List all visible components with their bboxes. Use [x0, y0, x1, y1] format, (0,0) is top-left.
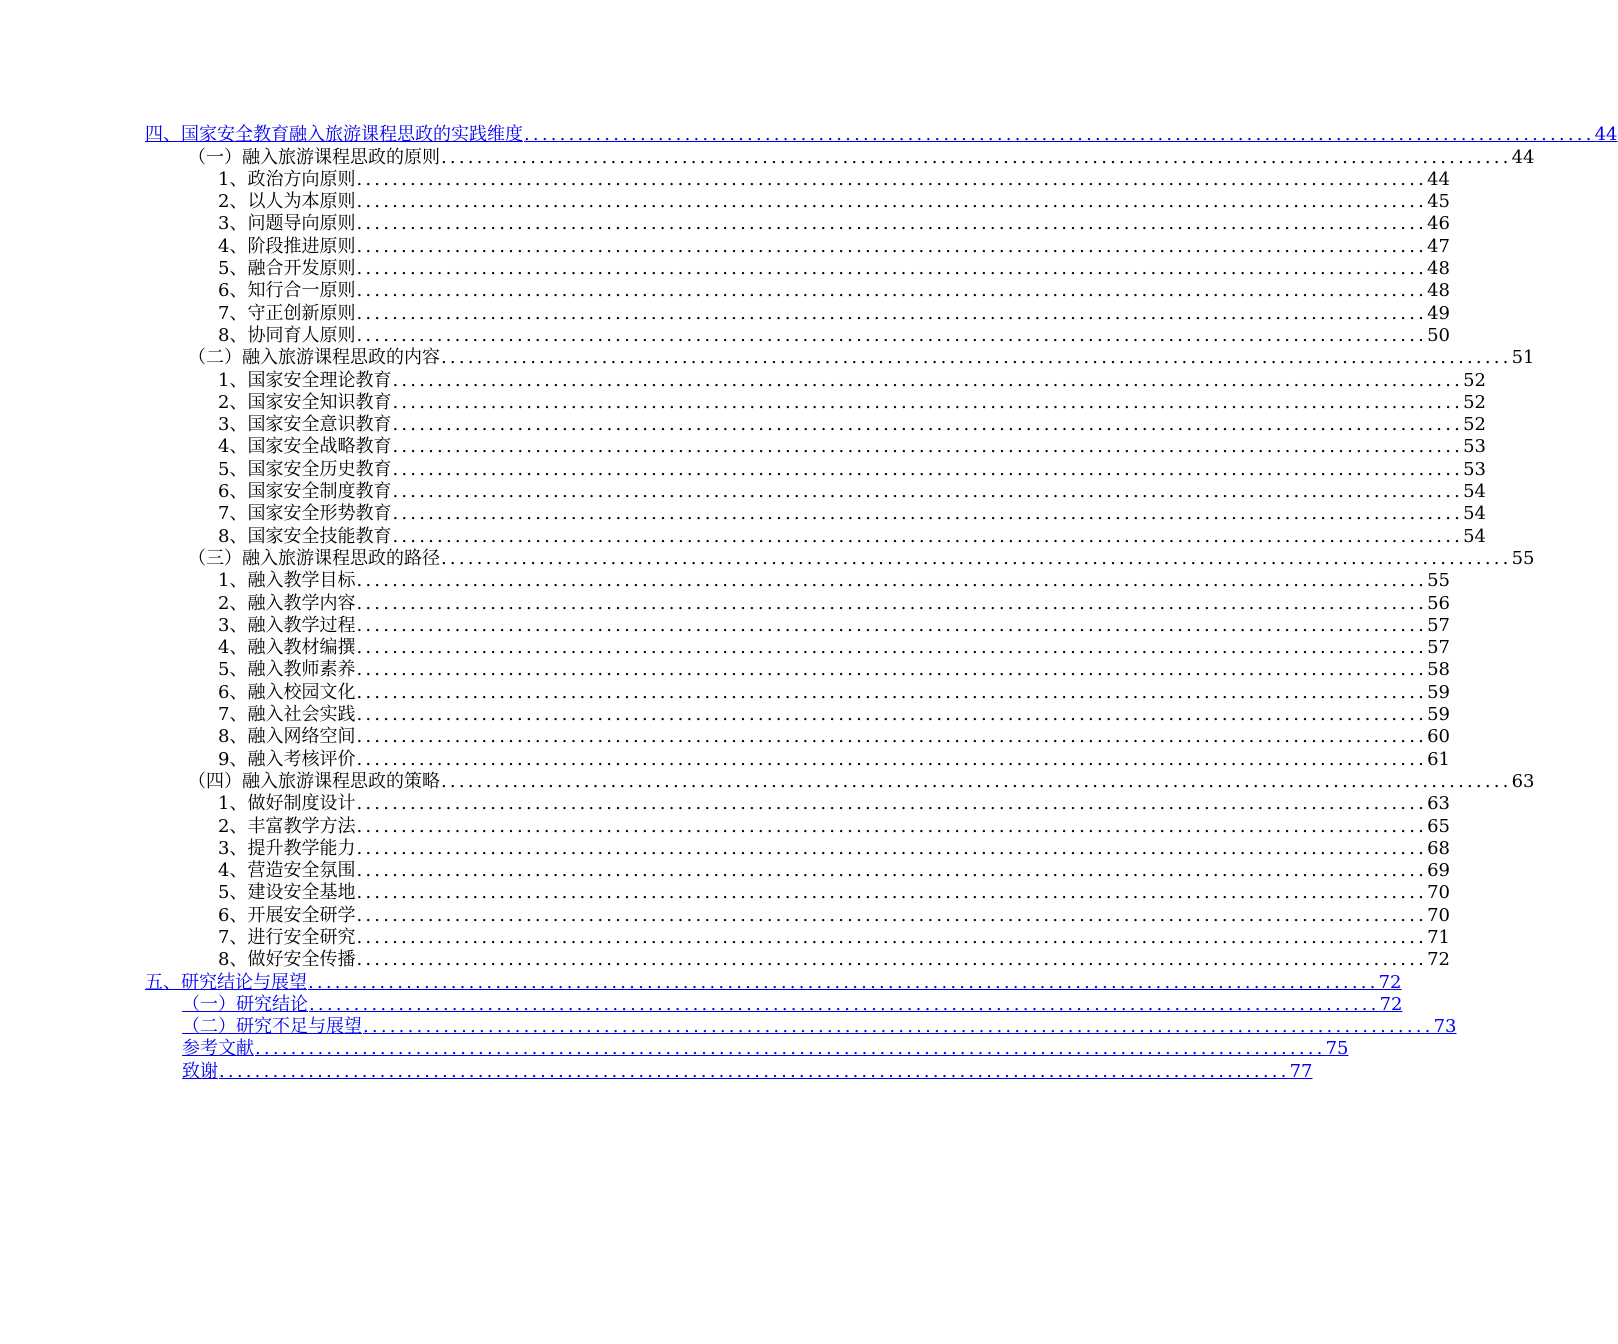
toc-entry-title: 5、国家安全历史教育 — [218, 458, 392, 480]
toc-entry — [0, 458, 1486, 480]
toc-entry — [0, 882, 1450, 904]
toc-entry-page: 65 — [1427, 815, 1450, 837]
toc-entry-page: 69 — [1427, 860, 1450, 882]
toc-entry-title: 4、阶段推进原则 — [218, 235, 356, 257]
toc-entry-page: 54 — [1463, 525, 1486, 547]
toc-entry-page: 53 — [1463, 458, 1486, 480]
toc-entry-title: 3、问题导向原则 — [218, 213, 356, 235]
toc-leader-dots: ........................................................................................................................ — [356, 637, 1428, 659]
toc-leader-dots: ........................................................................................................................ — [356, 815, 1428, 837]
toc-entry-title: 1、政治方向原则 — [218, 168, 356, 190]
toc-entry-title: （一）研究结论 — [182, 993, 308, 1015]
toc-entry-title: 2、国家安全知识教育 — [218, 391, 392, 413]
toc-entry-title: （一）融入旅游课程思政的原则 — [188, 146, 440, 168]
toc-entry — [0, 793, 1450, 815]
toc-entry — [0, 614, 1450, 637]
toc-leader-dots: ........................................................................................................................ — [356, 860, 1428, 882]
toc-entry — [0, 436, 1486, 458]
toc-entry-title: 1、国家安全理论教育 — [218, 369, 392, 391]
toc-entry — [0, 726, 1450, 748]
toc-leader-dots: ........................................................................................................................ — [356, 904, 1428, 926]
toc-entry — [0, 815, 1450, 837]
toc-entry-page: 61 — [1427, 748, 1450, 770]
toc-leader-dots: ........................................................................................................................ — [441, 547, 1512, 569]
toc-entry — [0, 391, 1486, 414]
toc-entry-page: 59 — [1427, 704, 1450, 726]
toc-entry-title: 2、以人为本原则 — [218, 191, 356, 213]
toc-entry-page: 77 — [1289, 1060, 1313, 1082]
toc-entry-title: 7、守正创新原则 — [218, 302, 356, 324]
toc-entry-page: 51 — [1511, 347, 1535, 369]
toc-entry — [0, 681, 1450, 703]
toc-leader-dots: ........................................................................................................................ — [392, 525, 1464, 547]
toc-leader-dots: ........................................................................................................................ — [356, 191, 1428, 213]
toc-leader-dots: ........................................................................................................................ — [356, 280, 1428, 302]
toc-entry-title: 参考文献 — [182, 1038, 254, 1060]
toc-entry-page: 44 — [1427, 168, 1450, 190]
toc-entry-title: 7、进行安全研究 — [218, 926, 356, 948]
toc-entry — [0, 570, 1450, 592]
toc-entry-page: 59 — [1427, 681, 1450, 703]
toc-leader-dots: ........................................................................................................................ — [356, 213, 1428, 235]
toc-entry-title: 1、做好制度设计 — [218, 793, 356, 815]
toc-leader-dots: ........................................................................................................................ — [441, 770, 1512, 792]
toc-entry-page: 63 — [1427, 793, 1450, 815]
toc-entry — [0, 904, 1450, 926]
toc-entry — [0, 146, 1535, 168]
toc-entry-page: 70 — [1427, 882, 1450, 904]
toc-entry — [0, 860, 1450, 882]
toc-entry-title: 4、融入教材编撰 — [218, 637, 356, 659]
toc-leader-dots: ........................................................................................................................ — [392, 414, 1464, 436]
toc-entry-page: 71 — [1427, 926, 1450, 948]
toc-entry — [0, 324, 1450, 347]
toc-leader-dots: ........................................................................................................................ — [356, 949, 1428, 971]
toc-leader-dots: ........................................................................................................................ — [356, 793, 1428, 815]
toc-entry[interactable] — [0, 971, 1402, 993]
toc-entry-title: 7、国家安全形势教育 — [218, 503, 392, 525]
toc-entry-title: （四）融入旅游课程思政的策略 — [188, 770, 440, 792]
toc-entry — [0, 168, 1450, 191]
toc-leader-dots: ........................................................................................................................ — [356, 837, 1428, 859]
toc-leader-dots: ........................................................................................................................ — [356, 926, 1428, 948]
toc-entry-title: 1、融入教学目标 — [218, 570, 356, 592]
toc-entry-title: 8、协同育人原则 — [218, 324, 356, 346]
toc-entry-title: 致谢 — [182, 1060, 218, 1082]
toc-entry — [0, 481, 1486, 503]
toc-entry — [0, 525, 1486, 547]
toc-leader-dots: ........................................................................................................................ — [309, 993, 1380, 1015]
toc-entry-title: 7、融入社会实践 — [218, 704, 356, 726]
toc-leader-dots: ........................................................................................................................ — [392, 503, 1464, 525]
toc-leader-dots: ........................................................................................................................ — [356, 726, 1428, 748]
toc-entry-title: （三）融入旅游课程思政的路径 — [188, 547, 440, 569]
toc-entry-page: 54 — [1463, 503, 1486, 525]
toc-entry-page: 47 — [1427, 235, 1450, 257]
toc-leader-dots: ........................................................................................................................ — [356, 659, 1428, 681]
toc-leader-dots: ........................................................................................................................ — [356, 258, 1428, 280]
toc-entry-page: 72 — [1379, 993, 1403, 1015]
toc-entry — [0, 369, 1486, 391]
toc-leader-dots: ........................................................................................................................ — [392, 436, 1464, 458]
toc-entry-page: 68 — [1427, 837, 1450, 859]
toc-entry[interactable] — [0, 124, 1618, 146]
toc-entry-title: 3、国家安全意识教育 — [218, 414, 392, 436]
table-of-contents — [0, 124, 1618, 1083]
toc-leader-dots: ........................................................................................................................ — [356, 324, 1428, 346]
toc-entry — [0, 659, 1450, 681]
toc-entry-title: 9、融入考核评价 — [218, 748, 356, 770]
toc-entry-title: 2、丰富教学方法 — [218, 815, 356, 837]
toc-entry[interactable] — [0, 1016, 1457, 1038]
toc-entry-title: 6、开展安全研学 — [218, 904, 356, 926]
toc-entry-title: 6、国家安全制度教育 — [218, 481, 392, 503]
toc-leader-dots: ........................................................................................................................ — [356, 614, 1428, 636]
toc-entry-page: 45 — [1427, 191, 1450, 213]
toc-entry-title: 8、融入网络空间 — [218, 726, 356, 748]
toc-leader-dots: ........................................................................................................................ — [356, 882, 1428, 904]
toc-entry[interactable] — [0, 1038, 1349, 1060]
toc-entry-title: 3、提升教学能力 — [218, 837, 356, 859]
toc-entry-page: 52 — [1463, 414, 1486, 436]
toc-entry — [0, 213, 1450, 235]
toc-entry-page: 44 — [1594, 124, 1618, 146]
toc-entry-page: 73 — [1433, 1016, 1457, 1038]
toc-leader-dots: ........................................................................................................................ — [356, 748, 1428, 770]
toc-entry-page: 72 — [1378, 971, 1402, 993]
toc-entry — [0, 704, 1450, 726]
toc-leader-dots: ........................................................................................................................ — [363, 1016, 1434, 1038]
toc-entry-page: 60 — [1427, 726, 1450, 748]
toc-entry-page: 57 — [1427, 637, 1450, 659]
toc-entry-page: 57 — [1427, 614, 1450, 636]
toc-entry-title: 8、国家安全技能教育 — [218, 525, 392, 547]
toc-entry-title: （二）研究不足与展望 — [182, 1016, 362, 1038]
toc-leader-dots: ........................................................................................................................ — [441, 347, 1512, 369]
toc-leader-dots: ........................................................................................................................ — [356, 235, 1428, 257]
toc-entry — [0, 191, 1450, 213]
toc-entry — [0, 302, 1450, 324]
toc-entry — [0, 235, 1450, 257]
toc-entry-page: 63 — [1511, 770, 1535, 792]
toc-entry-page: 70 — [1427, 904, 1450, 926]
toc-entry[interactable] — [0, 993, 1403, 1016]
toc-entry-page: 46 — [1427, 213, 1450, 235]
toc-entry-title: 5、融入教师素养 — [218, 659, 356, 681]
toc-entry-page: 48 — [1427, 280, 1450, 302]
toc-entry-page: 44 — [1511, 146, 1535, 168]
toc-leader-dots: ........................................................................................................................ — [219, 1060, 1290, 1082]
toc-leader-dots: ........................................................................................................................ — [308, 971, 1379, 993]
toc-leader-dots: ........................................................................................................................ — [356, 704, 1428, 726]
toc-leader-dots: ........................................................................................................................ — [392, 391, 1464, 413]
toc-entry-title: 四、国家安全教育融入旅游课程思政的实践维度 — [145, 124, 523, 146]
toc-entry-title: 2、融入教学内容 — [218, 592, 356, 614]
toc-entry — [0, 592, 1450, 614]
toc-entry — [0, 949, 1450, 971]
toc-entry-page: 72 — [1427, 949, 1450, 971]
toc-entry — [0, 547, 1535, 570]
toc-leader-dots: ........................................................................................................................ — [392, 481, 1464, 503]
toc-entry — [0, 748, 1450, 770]
toc-entry-title: 6、知行合一原则 — [218, 280, 356, 302]
toc-entry-page: 56 — [1427, 592, 1450, 614]
toc-leader-dots: ........................................................................................................................ — [356, 302, 1428, 324]
toc-leader-dots: ........................................................................................................................ — [255, 1038, 1326, 1060]
toc-entry-page: 52 — [1463, 391, 1486, 413]
toc-entry — [0, 637, 1450, 659]
toc-entry-title: （二）融入旅游课程思政的内容 — [188, 347, 440, 369]
toc-entry-page: 54 — [1463, 481, 1486, 503]
toc-leader-dots: ........................................................................................................................ — [524, 124, 1595, 146]
toc-leader-dots: ........................................................................................................................ — [356, 681, 1428, 703]
toc-leader-dots: ........................................................................................................................ — [392, 458, 1464, 480]
toc-entry — [0, 258, 1450, 280]
toc-entry-page: 55 — [1427, 570, 1450, 592]
toc-entry-page: 58 — [1427, 659, 1450, 681]
toc-entry[interactable] — [0, 1060, 1313, 1082]
toc-entry-page: 48 — [1427, 258, 1450, 280]
toc-entry — [0, 347, 1535, 369]
toc-entry-title: 5、建设安全基地 — [218, 882, 356, 904]
toc-entry-page: 49 — [1427, 302, 1450, 324]
toc-entry-title: 4、营造安全氛围 — [218, 860, 356, 882]
toc-entry-title: 6、融入校园文化 — [218, 681, 356, 703]
toc-entry-page: 53 — [1463, 436, 1486, 458]
toc-entry — [0, 837, 1450, 860]
toc-leader-dots: ........................................................................................................................ — [356, 570, 1428, 592]
toc-entry-title: 五、研究结论与展望 — [145, 971, 307, 993]
toc-entry — [0, 926, 1450, 949]
toc-entry-title: 4、国家安全战略教育 — [218, 436, 392, 458]
toc-leader-dots: ........................................................................................................................ — [441, 146, 1512, 168]
toc-entry-page: 75 — [1325, 1038, 1349, 1060]
toc-leader-dots: ........................................................................................................................ — [356, 592, 1428, 614]
toc-entry-page: 55 — [1511, 547, 1535, 569]
toc-entry-title: 8、做好安全传播 — [218, 949, 356, 971]
toc-entry — [0, 770, 1535, 793]
toc-entry-page: 52 — [1463, 369, 1486, 391]
toc-leader-dots: ........................................................................................................................ — [392, 369, 1464, 391]
toc-entry-page: 50 — [1427, 324, 1450, 346]
toc-leader-dots: ........................................................................................................................ — [356, 168, 1428, 190]
toc-entry-title: 3、融入教学过程 — [218, 614, 356, 636]
toc-entry-title: 5、融合开发原则 — [218, 258, 356, 280]
toc-entry — [0, 503, 1486, 525]
toc-entry — [0, 414, 1486, 436]
toc-entry — [0, 280, 1450, 302]
